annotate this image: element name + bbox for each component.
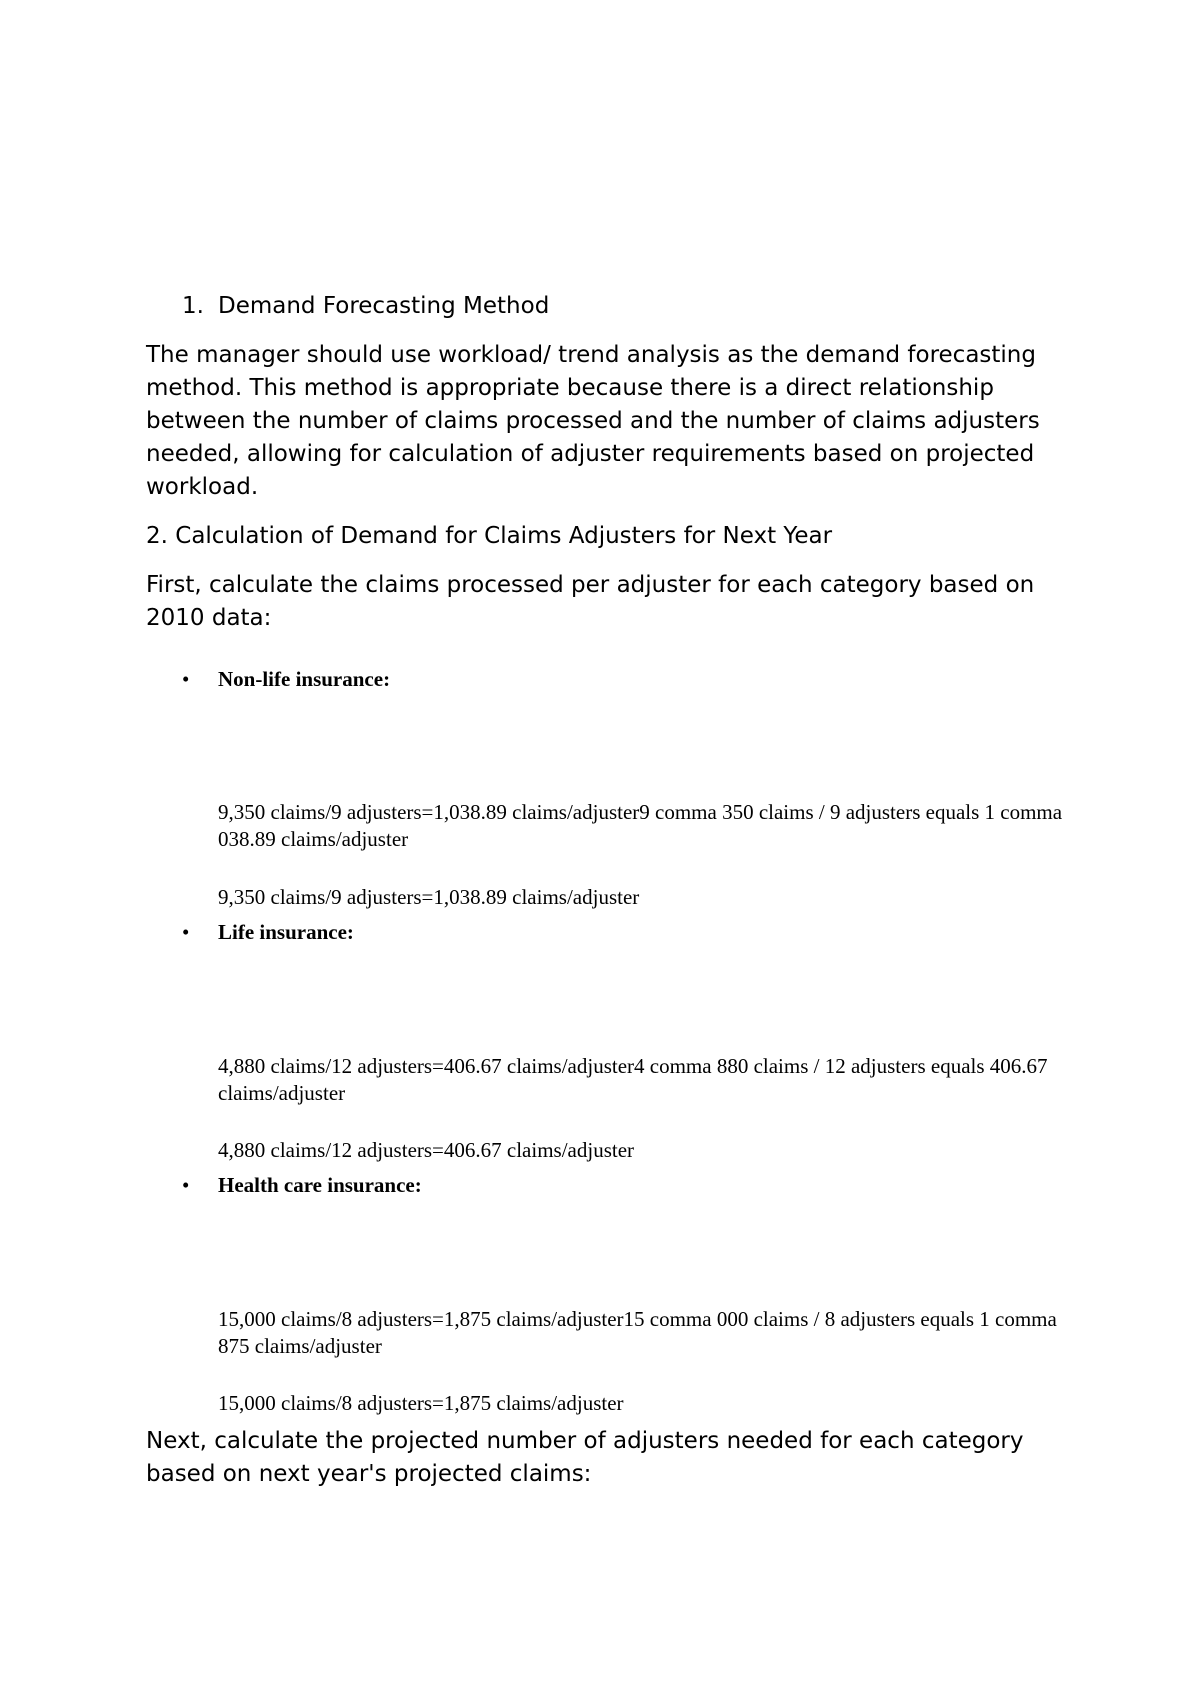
bullet-label: Life insurance: [218, 920, 354, 944]
section-2-intro: First, calculate the claims processed per adjuster for each category based on 2010 data: [146, 572, 1035, 631]
formula-spoken-health-care: 15,000 claims/8 adjusters=1,875 claims/adjuster15 comma 000 claims / 8 adjusters equals 1 comma 875 claims/adjuster [218, 1307, 1057, 1358]
bullet-label: Non-life insurance: [218, 667, 391, 691]
section-1-paragraph: The manager should use workload/ trend analysis as the demand forecasting method. This method is appropriate because there is a direct relationship between the number of claims processed and the number of claims adjusters needed, allowing for calculation of adjuster requirements based on projected workload. [146, 342, 1040, 500]
formula-spoken-life: 4,880 claims/12 adjusters=406.67 claims/adjuster4 comma 880 claims / 12 adjusters equals 406.67 claims/adjuster [218, 1054, 1048, 1105]
bullet-dot: • [182, 920, 190, 944]
formula-life: 4,880 claims/12 adjusters=406.67 claims/adjuster [218, 1138, 635, 1162]
formula-non-life: 9,350 claims/9 adjusters=1,038.89 claims/adjuster [218, 885, 640, 909]
formula-health-care: 15,000 claims/8 adjusters=1,875 claims/adjuster [218, 1391, 624, 1415]
bullet-life [182, 919, 354, 946]
section-1-number: 1. [182, 293, 204, 319]
formula-spoken-non-life: 9,350 claims/9 adjusters=1,038.89 claims/adjuster9 comma 350 claims / 9 adjusters equals 1 comma 038.89 claims/adjuster [218, 800, 1063, 851]
bullet-health-care [182, 1172, 422, 1199]
section-2-heading: 2. Calculation of Demand for Claims Adjusters for Next Year [146, 523, 833, 549]
bullet-non-life [182, 666, 390, 693]
section-1-title: Demand Forecasting Method [218, 293, 550, 319]
bullet-dot: • [182, 667, 190, 691]
bullet-label: Health care insurance: [218, 1173, 422, 1197]
section-1-heading [182, 290, 549, 323]
bullet-dot: • [182, 1173, 190, 1197]
next-step-paragraph: Next, calculate the projected number of adjusters needed for each category based on next year's projected claims: [146, 1428, 1024, 1487]
